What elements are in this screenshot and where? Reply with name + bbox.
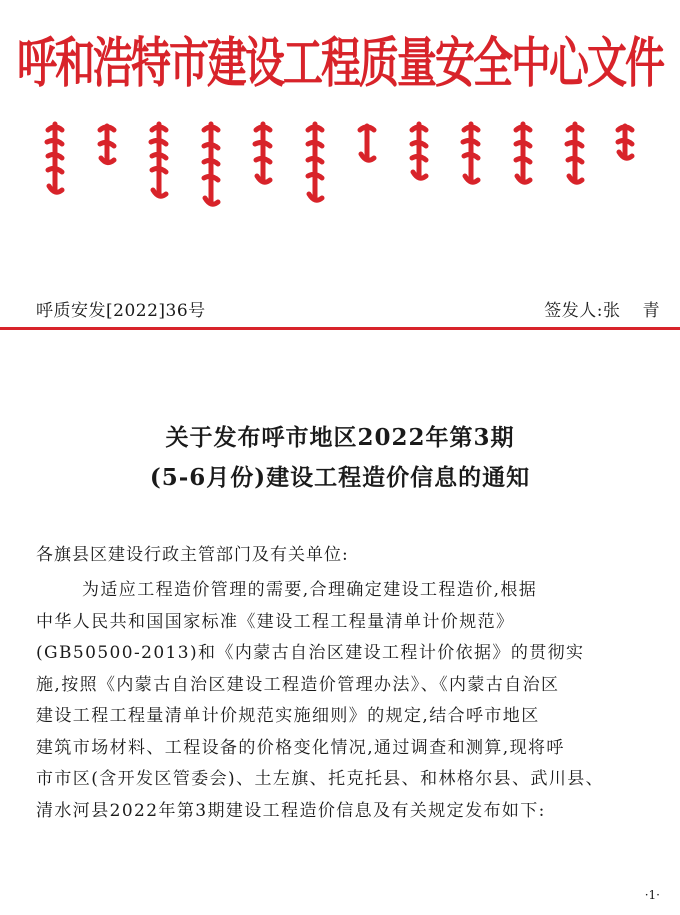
mongolian-word-11	[560, 120, 590, 210]
body-line: 清水河县2022年第3期建设工程造价信息及有关规定发布如下:	[36, 800, 546, 821]
mongolian-word-10	[508, 120, 538, 210]
signer-label: 签发人:	[544, 301, 603, 321]
body-line: (GB50500-2013)和《内蒙古自治区建设工程计价依据》的贯彻实	[36, 643, 585, 663]
mongolian-word-8	[404, 120, 434, 210]
body-line: 中华人民共和国国家标准《建设工程工程量清单计价规范》	[36, 611, 515, 632]
mongolian-word-12	[610, 120, 640, 210]
mongolian-script-row	[40, 120, 650, 210]
page-number: ·1·	[644, 888, 660, 902]
mongolian-word-7	[352, 120, 382, 210]
body-line: 建筑市场材料、工程设备的价格变化情况,通过调查和测算,现将呼	[36, 737, 565, 758]
body-line: 为适应工程造价管理的需要,合理确定建设工程造价,根据	[82, 580, 538, 600]
body-line: 市市区(含开发区管委会)、土左旗、托克托县、和林格尔县、武川县、	[36, 769, 605, 789]
signer-line	[544, 296, 660, 321]
document-number: 呼质安发[2022]36号	[36, 301, 206, 321]
body-line: 建设工程工程量清单计价规范实施细则》的规定,结合呼市地区	[36, 706, 540, 726]
masthead-title: 呼和浩特市建设工程质量安全中心文件	[17, 31, 663, 95]
mongolian-word-4	[196, 120, 226, 210]
mongolian-word-3	[144, 120, 174, 210]
mongolian-word-9	[456, 120, 486, 210]
title-line-1: 关于发布呼市地区2022年第3期	[165, 424, 515, 451]
mongolian-word-2	[92, 120, 122, 210]
title-line-2: (5-6月份)建设工程造价信息的通知	[149, 464, 531, 491]
body-paragraph	[36, 575, 658, 827]
red-divider-rule	[0, 327, 680, 330]
signer-name-2: 青	[642, 301, 660, 321]
signer-name-1: 张	[603, 301, 621, 321]
mongolian-word-6	[300, 120, 330, 210]
salutation: 各旗县区建设行政主管部门及有关单位:	[36, 545, 349, 565]
mongolian-word-5	[248, 120, 278, 210]
notice-title	[0, 418, 680, 498]
mongolian-word-1	[40, 120, 70, 210]
body-line: 施,按照《内蒙古自治区建设工程造价管理办法》、《内蒙古自治区	[36, 674, 560, 695]
